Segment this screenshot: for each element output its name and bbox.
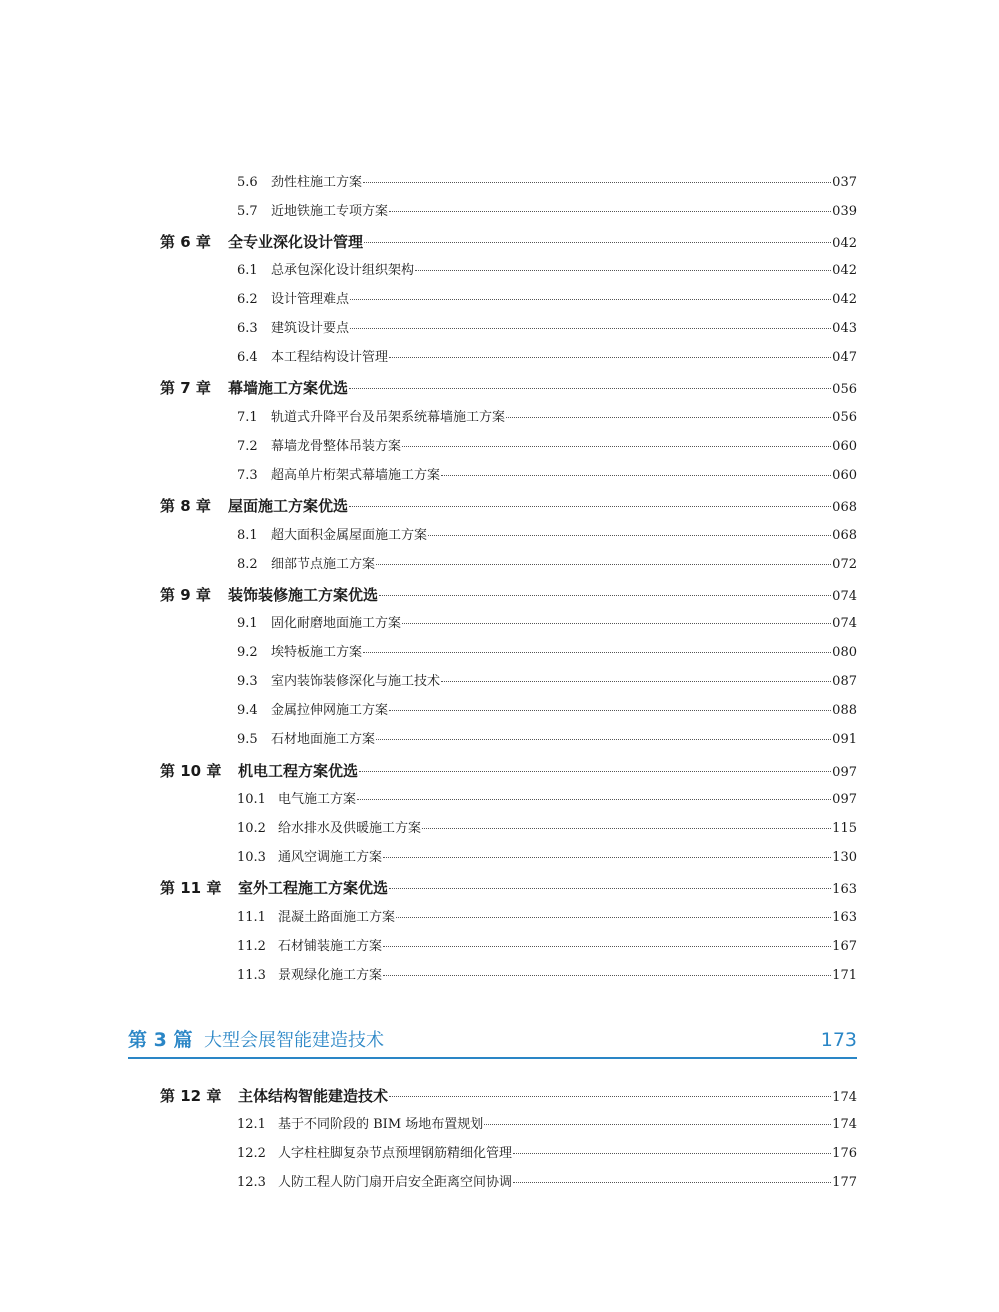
section-title: 总承包深化设计组织架构 [271,263,415,278]
toc-section-row[interactable] [237,288,857,308]
dot-leader [350,298,831,300]
dot-leader [376,563,831,565]
section-number: 9.3 [237,674,258,689]
dot-leader [389,356,831,358]
section-number: 6.2 [237,292,258,307]
section-number: 9.4 [237,703,258,718]
section-number: 7.2 [237,439,258,454]
section-number: 6.3 [237,321,258,336]
dot-leader [428,534,831,536]
chapter-title: 机电工程方案优选 [238,762,359,780]
toc-section-row[interactable] [237,317,857,337]
section-number: 11.2 [237,939,266,954]
page-number: 080 [832,645,857,660]
section-title: 人防工程人防门扇开启安全距离空间协调 [278,1175,513,1190]
page-number: 097 [832,765,857,780]
dot-leader [350,327,831,329]
section-title: 石材铺装施工方案 [278,939,383,954]
page-number: 163 [832,910,857,925]
dot-leader [357,798,831,800]
toc-section-row[interactable] [237,435,857,455]
toc-chapter-row[interactable] [160,1085,857,1105]
section-title: 电气施工方案 [278,792,357,807]
toc-chapter-row[interactable] [160,377,857,397]
page-number: 060 [832,439,857,454]
section-title: 幕墙龙骨整体吊装方案 [271,439,402,454]
dot-leader [363,651,831,653]
dot-leader [513,1181,831,1183]
dot-leader [383,856,831,858]
section-number: 8.1 [237,528,258,543]
dot-leader [402,445,831,447]
dot-leader [441,680,831,682]
page-number: 074 [832,589,857,604]
section-number: 10.2 [237,821,266,836]
section-title: 混凝土路面施工方案 [278,910,396,925]
chapter-number: 第 9 章 [160,586,211,604]
dot-leader [422,827,831,829]
page-number: 047 [832,350,857,365]
section-number: 5.7 [237,204,258,219]
toc-section-row[interactable] [237,464,857,484]
toc-section-row[interactable] [237,612,857,632]
section-title: 通风空调施工方案 [278,850,383,865]
section-number: 9.5 [237,732,258,747]
dot-leader [383,945,831,947]
section-title: 轨道式升降平台及吊架系统幕墙施工方案 [271,410,506,425]
part-page-number: 173 [820,1029,857,1051]
chapter-number: 第 8 章 [160,497,211,515]
chapter-title: 屋面施工方案优选 [228,497,349,515]
chapter-title: 室外工程施工方案优选 [238,879,389,897]
page-number: 056 [832,382,857,397]
page-number: 171 [832,968,857,983]
dot-leader [364,241,831,243]
section-title: 细部节点施工方案 [271,557,376,572]
chapter-number: 第 10 章 [160,762,222,780]
section-number: 6.1 [237,263,258,278]
page-number: 091 [832,732,857,747]
page-number: 174 [832,1090,857,1105]
toc-section-row[interactable] [237,200,857,220]
section-number: 11.1 [237,910,266,925]
toc-section-row[interactable] [237,1113,857,1133]
section-number: 6.4 [237,350,258,365]
section-title: 埃特板施工方案 [271,645,363,660]
dot-leader [383,974,831,976]
page-number: 087 [832,674,857,689]
dot-leader [376,738,831,740]
dot-leader [389,887,831,889]
page-number: 068 [832,528,857,543]
page-number: 174 [832,1117,857,1132]
dot-leader [389,709,831,711]
toc-chapter-row[interactable] [160,495,857,515]
toc-section-row[interactable] [237,699,857,719]
toc-section-row[interactable] [237,728,857,748]
page-number: 163 [832,882,857,897]
chapter-number: 第 6 章 [160,233,211,251]
part-title: 大型会展智能建造技术 [204,1030,384,1051]
section-number: 11.3 [237,968,266,983]
dot-leader [359,770,831,772]
page-number: 043 [832,321,857,336]
dot-leader [402,622,831,624]
chapter-number: 第 12 章 [160,1087,222,1105]
section-number: 7.3 [237,468,258,483]
toc-section-row[interactable] [237,670,857,690]
toc-section-row[interactable] [237,1142,857,1162]
chapter-title: 幕墙施工方案优选 [228,379,349,397]
page-number: 176 [832,1146,857,1161]
section-title: 设计管理难点 [271,292,350,307]
dot-leader [349,387,831,389]
chapter-title: 全专业深化设计管理 [228,233,364,251]
section-number: 12.3 [237,1175,266,1190]
toc-chapter-row[interactable] [160,584,857,604]
chapter-title: 装饰装修施工方案优选 [228,586,379,604]
toc-section-row[interactable] [237,1171,857,1191]
toc-section-row[interactable] [237,817,857,837]
toc-section-row[interactable] [237,259,857,279]
toc-section-row[interactable] [237,524,857,544]
page-number: 097 [832,792,857,807]
page-number: 060 [832,468,857,483]
dot-leader [389,210,831,212]
dot-leader [379,594,831,596]
section-number: 10.1 [237,792,266,807]
section-title: 金属拉伸网施工方案 [271,703,389,718]
section-number: 9.1 [237,616,258,631]
section-title: 本工程结构设计管理 [271,350,389,365]
section-title: 人字柱柱脚复杂节点预埋钢筋精细化管理 [278,1146,513,1161]
toc-section-row[interactable] [237,406,857,426]
dot-leader [396,916,831,918]
toc-chapter-row[interactable] [160,760,857,780]
toc-section-row[interactable] [237,846,857,866]
section-title: 石材地面施工方案 [271,732,376,747]
dot-leader [389,1095,831,1097]
toc-section-row[interactable] [237,641,857,661]
dot-leader [349,505,831,507]
toc-section-row[interactable] [237,906,857,926]
chapter-number: 第 7 章 [160,379,211,397]
chapter-title: 主体结构智能建造技术 [238,1087,389,1105]
dot-leader [513,1152,831,1154]
section-number: 7.1 [237,410,258,425]
dot-leader [441,474,831,476]
section-title: 超大面积金属屋面施工方案 [271,528,428,543]
dot-leader [484,1123,831,1125]
page-number: 037 [832,175,857,190]
page-number: 072 [832,557,857,572]
toc-chapter-row[interactable] [160,231,857,251]
section-number: 12.1 [237,1117,266,1132]
dot-leader [363,181,831,183]
section-number: 8.2 [237,557,258,572]
page-number: 056 [832,410,857,425]
page-number: 088 [832,703,857,718]
page-number: 130 [832,850,857,865]
page-number: 074 [832,616,857,631]
section-title: 近地铁施工专项方案 [271,204,389,219]
part-divider [128,1057,857,1059]
section-number: 9.2 [237,645,258,660]
section-title: 劲性柱施工方案 [271,175,363,190]
section-number: 12.2 [237,1146,266,1161]
section-title: 固化耐磨地面施工方案 [271,616,402,631]
section-number: 5.6 [237,175,258,190]
section-title: 景观绿化施工方案 [278,968,383,983]
page-number: 068 [832,500,857,515]
part-heading [128,1025,857,1051]
toc-section-row[interactable] [237,171,857,191]
toc-chapter-row[interactable] [160,877,857,897]
dot-leader [506,416,831,418]
chapter-number: 第 11 章 [160,879,222,897]
page-number: 167 [832,939,857,954]
page-number: 039 [832,204,857,219]
page-number: 042 [832,292,857,307]
section-title: 建筑设计要点 [271,321,350,336]
page-number: 177 [832,1175,857,1190]
section-title: 室内装饰装修深化与施工技术 [271,674,441,689]
page-number: 042 [832,263,857,278]
toc-section-row[interactable] [237,935,857,955]
part-number: 第 3 篇 [128,1029,193,1051]
section-title: 超高单片桁架式幕墙施工方案 [271,468,441,483]
section-number: 10.3 [237,850,266,865]
toc-section-row[interactable] [237,788,857,808]
dot-leader [415,269,831,271]
section-title: 给水排水及供暖施工方案 [278,821,422,836]
toc-section-row[interactable] [237,553,857,573]
toc-section-row[interactable] [237,964,857,984]
page-number: 115 [832,821,857,836]
toc-section-row[interactable] [237,346,857,366]
section-title: 基于不同阶段的 BIM 场地布置规划 [278,1117,484,1132]
page-number: 042 [832,236,857,251]
